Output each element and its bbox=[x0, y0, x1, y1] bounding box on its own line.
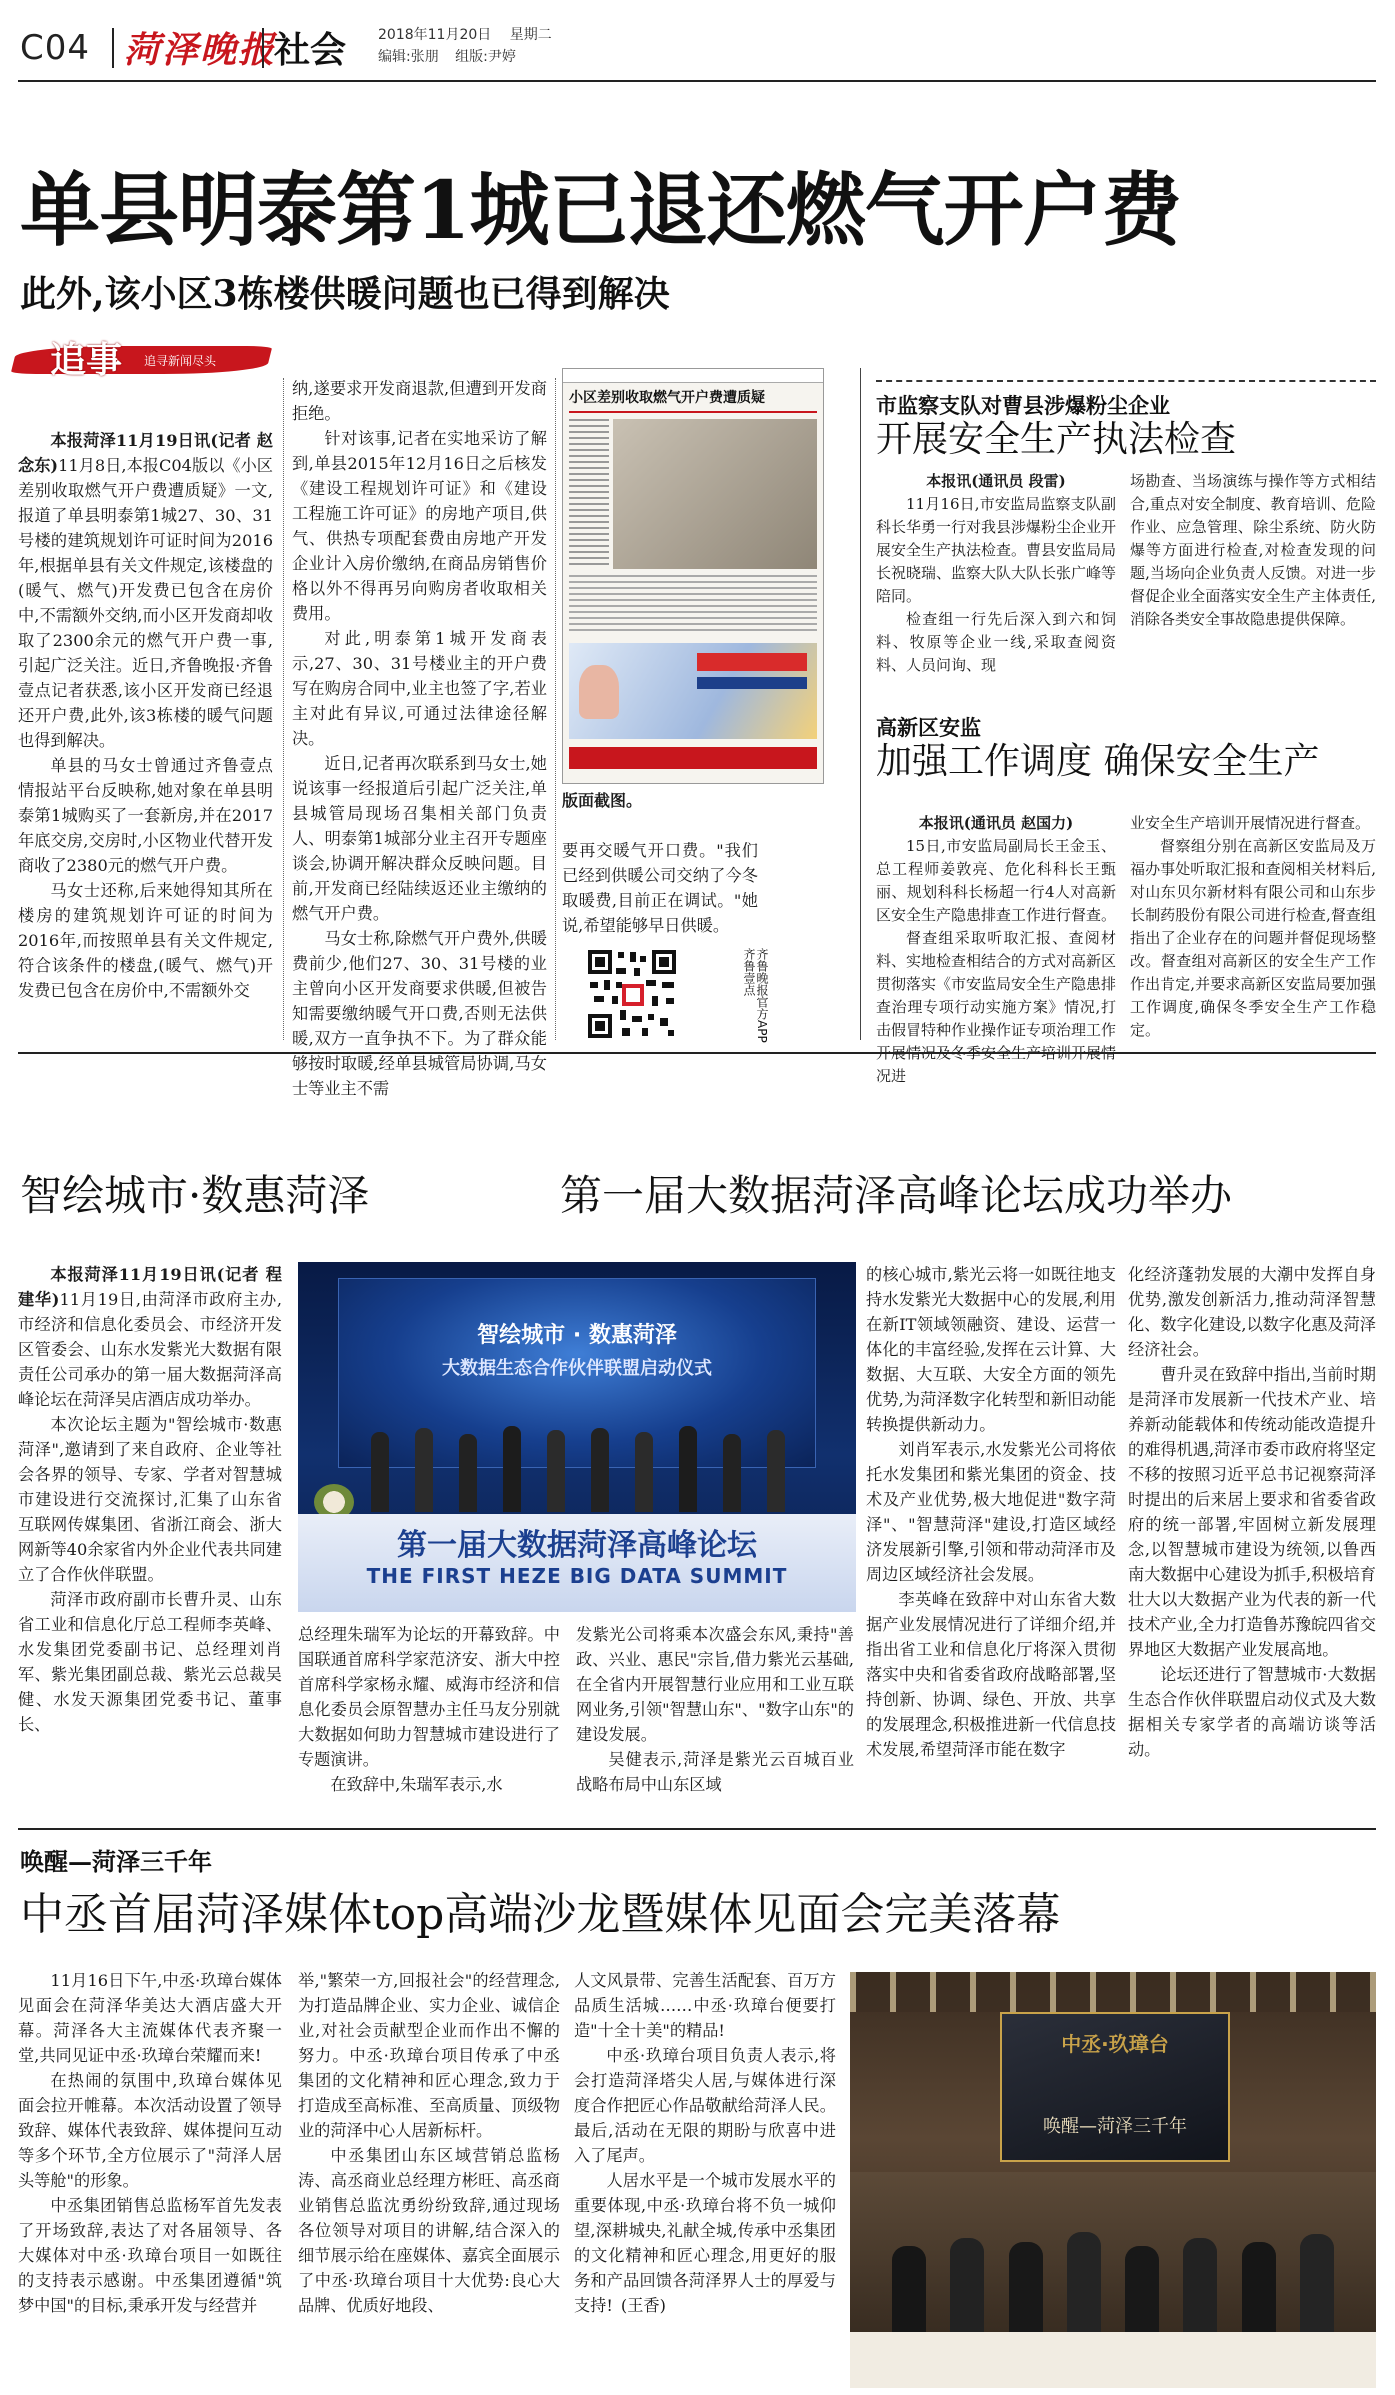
brief2-column-2 bbox=[1130, 812, 1376, 1042]
screen-subtitle: 大数据生态合作伙伴联盟启动仪式 bbox=[442, 1358, 712, 1379]
brief2-para: 15日,市安监局副局长王金玉、总工程师姜敦亮、危化科科长王甄丽、规划科科长杨超一行4人对高新区安全生产隐患排查工作进行督查。 bbox=[876, 837, 1117, 924]
salon-para: 举,"繁荣一方,回报社会"的经营理念,为打造品牌企业、实力企业、诚信企业,对社会贡献型企业而作出不懈的努力。中丞·玖璋台项目传承了中丞集团的文化精神和匠心理念,致力于打造成至高标准、至高质量、顶级物业的菏泽中心人居新标杆。 bbox=[298, 1971, 560, 2140]
clipping-headline: 小区差别收取燃气开户费遭质疑 bbox=[569, 390, 765, 406]
brief2-headline: 加强工作调度 确保安全生产 bbox=[876, 741, 1320, 782]
qr-code bbox=[586, 948, 744, 1040]
brief2-column-1 bbox=[876, 812, 1117, 1085]
brief1-para: 检查组一行先后深入到六和饲料、牧原等企业一线,采取查阅资料、人员问询、现 bbox=[876, 610, 1116, 674]
summit-column-4 bbox=[866, 1262, 1116, 1818]
salon-headline: 中丞首届菏泽媒体top高端沙龙暨媒体见面会完美落幕 bbox=[20, 1889, 1061, 1940]
summit-para: 本次论坛主题为"智绘城市·数惠菏泽",邀请到了来自政府、企业等社会各界的领导、专家、学者对智慧城市建设进行交流探讨,汇集了山东省互联网传媒集团、省浙江商会、浙大网新等40余家省内外企业代表共同建立了合作伙伴联盟。 bbox=[18, 1415, 282, 1584]
brief2-kicker: 高新区安监 bbox=[876, 715, 981, 740]
issue-weekday: 星期二 bbox=[509, 27, 552, 43]
summit-para: 发紫光公司将乘本次盛会东风,秉持"善政、兴业、惠民"宗旨,借力紫光云基础,在全省内开展智慧行业应用和工业互联网业务,引领"智慧山东"、"数字山东"的建设发展。 bbox=[576, 1625, 854, 1744]
lead-para: 马女士称,除燃气开户费外,供暖费前少,他们27、30、31号楼的业主曾向小区开发商要求供暖,但被告知需要缴纳暖气开口费,否则无法供暖,双方一直争执不下。为了群众能够按时取暖,经单县城管局协调,马女士等业主不需 bbox=[292, 929, 547, 1098]
summit-para: 论坛还进行了智慧城市·大数据生态合作伙伴联盟启动仪式及大数据相关专家学者的高端访谈等活动。 bbox=[1128, 1665, 1376, 1759]
brief1-kicker: 市监察支队对曹县涉爆粉尘企业 bbox=[876, 393, 1170, 418]
brief1-para: 场勘查、当场演练与操作等方式相结合,重点对安全制度、教育培训、危险作业、应急管理、除尘系统、防火防爆等方面进行检查,对检查发现的问题,当场向企业负责人反馈。对进一步督促企业全面落实安全生产主体责任,消除各类安全事故隐患提供保障。 bbox=[1130, 472, 1376, 628]
summit-column-2 bbox=[298, 1622, 560, 1818]
lead-para: 近日,记者再次联系到马女士,她说该事一经报道后引起广泛关注,单县城管局现场召集相关部门负责人、明泰第1城部分业主召开专题座谈会,协调开解决群众反映问题。目前,开发商已经陆续返还业主缴纳的燃气开户费。 bbox=[292, 754, 547, 923]
lead-para: 单县的马女士曾通过齐鲁壹点情报站平台反映称,她对象在单县明泰第1城购买了一套新房,并在2017年底交房,交房时,小区物业代替开发商收了2380元的燃气开户费。 bbox=[18, 756, 273, 875]
editor-line bbox=[378, 46, 516, 66]
salon-column-2 bbox=[298, 1968, 560, 2388]
summit-stage-photo bbox=[298, 1262, 856, 1612]
lead-subheadline: 此外,该小区3栋楼供暖问题也已得到解决 bbox=[20, 273, 670, 315]
brief1-headline: 开展安全生产执法检查 bbox=[876, 419, 1237, 460]
lead-para: 本报菏泽11月19日讯(记者 赵念东)11月8日,本报C04版以《小区差别收取燃气开户费遭质疑》一文,报道了单县明泰第1城27、30、31号楼的建筑规划许可证时间为2016年,根据单县有关文件规定,该楼盘的(暖气、燃气)开发费已包含在房价中,不需额外交纳,而小区开发商却收取了2300余元的燃气开户费一事,引起广泛关注。近日,齐鲁晚报·齐鲁壹点记者获悉,该小区开发商已经退还开户费,此外,该3栋楼的暖气问题也得到解决。 bbox=[18, 431, 273, 750]
issue-date: 2018年11月20日 bbox=[378, 27, 492, 43]
brief-rule bbox=[876, 380, 1376, 382]
column-tag bbox=[14, 332, 274, 396]
summit-headline-right: 第一届大数据菏泽高峰论坛成功举办 bbox=[560, 1171, 1233, 1220]
summit-para: 菏泽市政府副市长曹升灵、山东省工业和信息化厅总工程师李英峰、水发集团党委副书记、总经理刘肖军、紫光集团副总裁、紫光云总裁吴健、水发天源集团党委书记、董事长、 bbox=[18, 1590, 282, 1734]
tag-main: 追事 bbox=[50, 339, 123, 381]
salon-para: 11月16日下午,中丞·玖璋台媒体见面会在菏泽华美达大酒店盛大开幕。菏泽各大主流媒体代表齐聚一堂,共同见证中丞·玖璋台荣耀而来! bbox=[18, 1971, 282, 2065]
date-line bbox=[378, 24, 552, 44]
lead-para: 针对该事,记者在实地采访了解到,单县2015年12月16日之后核发《建设工程规划许可证》和《建设工程施工许可证》的房地产项目,供气、供热专项配套费由房地产开发企业计入房价缴纳,在商品房销售价格以外不得再另向购房者收取相关费用。 bbox=[292, 429, 547, 623]
paper-logo: 菏泽晚报 bbox=[124, 29, 277, 71]
clipping-caption: 版面截图。 bbox=[562, 791, 643, 810]
lead-para: 纳,遂要求开发商退款,但遭到开发商拒绝。 bbox=[292, 379, 547, 423]
lead-column-3 bbox=[562, 838, 758, 958]
salon-event-photo bbox=[850, 1972, 1376, 2388]
brief1-para: 11月16日,市安监局监察支队副科长华勇一行对我县涉爆粉尘企业开展安全生产执法检查。曹县安监局局长祝晓瑞、监察大队大队长张广峰等陪同。 bbox=[876, 495, 1117, 605]
masthead-divider bbox=[112, 28, 114, 68]
section-rule bbox=[18, 1052, 1376, 1054]
stage-banner-en: THE FIRST HEZE BIG DATA SUMMIT bbox=[366, 1564, 788, 1588]
summit-para: 吴健表示,菏泽是紫光云百城百业战略布局中山东区域 bbox=[576, 1750, 854, 1794]
summit-para: 化经济蓬勃发展的大潮中发挥自身优势,激发创新活力,推动菏泽智慧化、数字化建设,以数字化惠及菏泽经济社会。 bbox=[1128, 1265, 1376, 1359]
summit-para: 本报菏泽11月19日讯(记者 程建华)11月19日,由菏泽市政府主办,市经济和信息化委员会、市经济开发区管委会、山东水发紫光大数据有限责任公司承办的第一届大数据菏泽高峰论坛在菏泽吴店酒店成功举办。 bbox=[18, 1265, 282, 1409]
lead-headline: 单县明泰第1城已退还燃气开户费 bbox=[20, 163, 1181, 257]
lead-para: 对此,明泰第1城开发商表示,27、30、31号楼业主的开户费写在购房合同中,业主也签了字,若业主对此有异议,可通过法律途径解决。 bbox=[292, 629, 547, 748]
lead-para: 要再交暖气开口费。"我们已经到供暖公司交纳了今冬取暖费,目前正在调试。"她说,希望能够早日供暖。 bbox=[562, 841, 758, 935]
stage-banner-cn: 第一届大数据菏泽高峰论坛 bbox=[397, 1528, 757, 1563]
brief2-para: 督察组分别在高新区安监局及万福办事处听取汇报和查阅相关材料后,对山东贝尔新材料有限公司和山东步长制药股份有限公司进行检查,督查组指出了企业存在的问题并督促现场整改。督查组对高新区的安全生产工作作出肯定,并要求高新区安监局要加强工作调度,确保冬季安全生产工作稳定。 bbox=[1130, 837, 1376, 1039]
brief2-para: 督查组采取听取汇报、查阅材料、实地检查相结合的方式对高新区贯彻落实《市安监局安全生产隐患排查治理专项行动实施方案》情况,打击假冒特种作业操作证专项治理工作开展情况及冬季安全生产培训开展情况进 bbox=[876, 929, 1117, 1085]
column-separator bbox=[283, 378, 284, 1040]
summit-column-3 bbox=[576, 1622, 854, 1818]
summit-headline-left: 智绘城市·数惠菏泽 bbox=[20, 1171, 370, 1220]
brief2-byline: 本报讯(通讯员 赵国力) bbox=[918, 814, 1074, 832]
summit-para: 总经理朱瑞军为论坛的开幕致辞。中国联通首席科学家范济安、浙大中控首席科学家杨永耀、威海市经济和信息化委员会原智慧办主任马友分别就大数据如何助力智慧城市建设进行了专题演讲。 bbox=[298, 1625, 560, 1769]
masthead-divider bbox=[262, 28, 264, 68]
summit-column-1 bbox=[18, 1262, 282, 1818]
tag-sub: 追寻新闻尽头 bbox=[144, 354, 217, 368]
brief1-column-1 bbox=[876, 470, 1117, 674]
designer: 组版:尹婷 bbox=[455, 49, 516, 65]
screen-title: 智绘城市 · 数惠菏泽 bbox=[477, 1323, 677, 1348]
photo-brand: 中丞·玖璋台 bbox=[1061, 2032, 1169, 2056]
lead-column-1 bbox=[18, 428, 273, 1040]
salon-para: 中丞集团山东区域营销总监杨涛、高丞商业总经理方彬旺、高丞商业销售总监沈勇纷纷致辞,通过现场各位领导对项目的讲解,结合深入的细节展示给在座媒体、嘉宾全面展示了中丞·玖璋台项目十大优势:良心大品牌、优质好地段、 bbox=[298, 2146, 560, 2315]
page-clipping-image bbox=[562, 368, 824, 784]
salon-author: (王香) bbox=[620, 2296, 666, 2315]
summit-byline: 本报菏泽11月19日讯(记者 程建华) bbox=[18, 1265, 282, 1309]
masthead-rule bbox=[18, 80, 1376, 82]
brief2-para: 业安全生产培训开展情况进行督查。 bbox=[1130, 814, 1371, 832]
salon-para: 中丞·玖璋台项目负责人表示,将会打造菏泽塔尖人居,与媒体进行深度合作把匠心作品敬献给菏泽人民。最后,活动在无限的期盼与欣喜中进入了尾声。 bbox=[574, 2046, 836, 2165]
summit-para: 刘肖军表示,水发紫光公司将依托水发集团和紫光集团的资金、技术及产业优势,极大地促进"数字菏泽"、"智慧菏泽"建设,打造区域经济发展新引擎,引领和带动菏泽市及周边区域经济社会发展。 bbox=[866, 1440, 1116, 1584]
summit-para: 李英峰在致辞中对山东省大数据产业发展情况进行了详细介绍,并指出省工业和信息化厅将深入贯彻落实中央和省委省政府战略部署,坚持创新、协调、绿色、开放、共享的发展理念,积极推进新一代信息技术发展,希望菏泽市能在数字 bbox=[866, 1590, 1116, 1759]
salon-para: 人文风景带、完善生活配套、百万方品质生活城……中丞·玖璋台便要打造"十全十美"的精品! bbox=[574, 1971, 836, 2040]
page-number: C04 bbox=[20, 28, 91, 68]
salon-para: 中丞集团销售总监杨军首先发表了开场致辞,表达了对各届领导、各大媒体对中丞·玖璋台项目一如既往的支持表示感谢。中丞集团遵循"筑梦中国"的目标,秉承开发与经营并 bbox=[18, 2196, 282, 2315]
salon-column-3 bbox=[574, 1968, 836, 2388]
summit-para: 曹升灵在致辞中指出,当前时期是菏泽市发展新一代技术产业、培养新动能载体和传统动能改造提升的难得机遇,菏泽市委市政府将坚定不移的按照习近平总书记视察菏泽时提出的后来居上要求和省委省政府的统一部署,牢固树立新发展理念,以智慧城市建设为统领,以鲁西南大数据中心建设为抓手,积极培育壮大以大数据产业为代表的新一代技术产业,全力打造鲁苏豫皖四省交界地区大数据产业发展高地。 bbox=[1128, 1365, 1376, 1659]
lead-para: 马女士还称,后来她得知其所在楼房的建筑规划许可证的时间为2016年,而按照单县有关文件规定,符合该条件的楼盘,(暖气、燃气)开发费已包含在房价中,不需额外交 bbox=[18, 881, 273, 1000]
column-separator bbox=[555, 378, 556, 1040]
brief1-byline: 本报讯(通讯员 段雷) bbox=[926, 472, 1066, 490]
editor: 编辑:张朋 bbox=[378, 49, 439, 65]
lead-byline: 本报菏泽11月19日讯(记者 赵念东) bbox=[18, 431, 273, 475]
brief1-column-2 bbox=[1130, 470, 1376, 660]
summit-para: 的核心城市,紫光云将一如既往地支持水发紫光大数据中心的发展,利用在新IT领域领融资、建设、运营一体化的丰富经验,发挥在云计算、大数据、大互联、大安全方面的领先优势,为菏泽数字化转型和新旧动能转换提供新动力。 bbox=[866, 1265, 1116, 1434]
salon-para: 人居水平是一个城市发展水平的重要体现,中丞·玖璋台将不负一城仰望,深耕城央,礼献全城,传承中丞集团的文化精神和匠心理念,用更好的服务和产品回馈各菏泽界人士的厚爱与支持! (王香) bbox=[574, 2171, 836, 2315]
qr-code-graphic bbox=[586, 948, 744, 1040]
qr-label: 齐鲁晚报官方APP 齐鲁壹点 bbox=[742, 948, 769, 1043]
lead-column-2 bbox=[292, 376, 547, 1098]
section-name: 社会 bbox=[274, 29, 347, 71]
salon-column-1 bbox=[18, 1968, 282, 2388]
section-divider bbox=[860, 368, 861, 1040]
summit-column-5 bbox=[1128, 1262, 1376, 1818]
salon-kicker: 唤醒—菏泽三千年 bbox=[20, 1847, 212, 1876]
photo-banner: 唤醒—菏泽三千年 bbox=[1043, 2116, 1187, 2137]
section-rule bbox=[18, 1828, 1376, 1830]
summit-para: 在致辞中,朱瑞军表示,水 bbox=[330, 1775, 503, 1794]
salon-para: 在热闹的氛围中,玖璋台媒体见面会拉开帷幕。本次活动设置了领导致辞、媒体代表致辞、媒体提问互动等多个环节,全方位展示了"菏泽人居头等舱"的形象。 bbox=[18, 2071, 282, 2190]
